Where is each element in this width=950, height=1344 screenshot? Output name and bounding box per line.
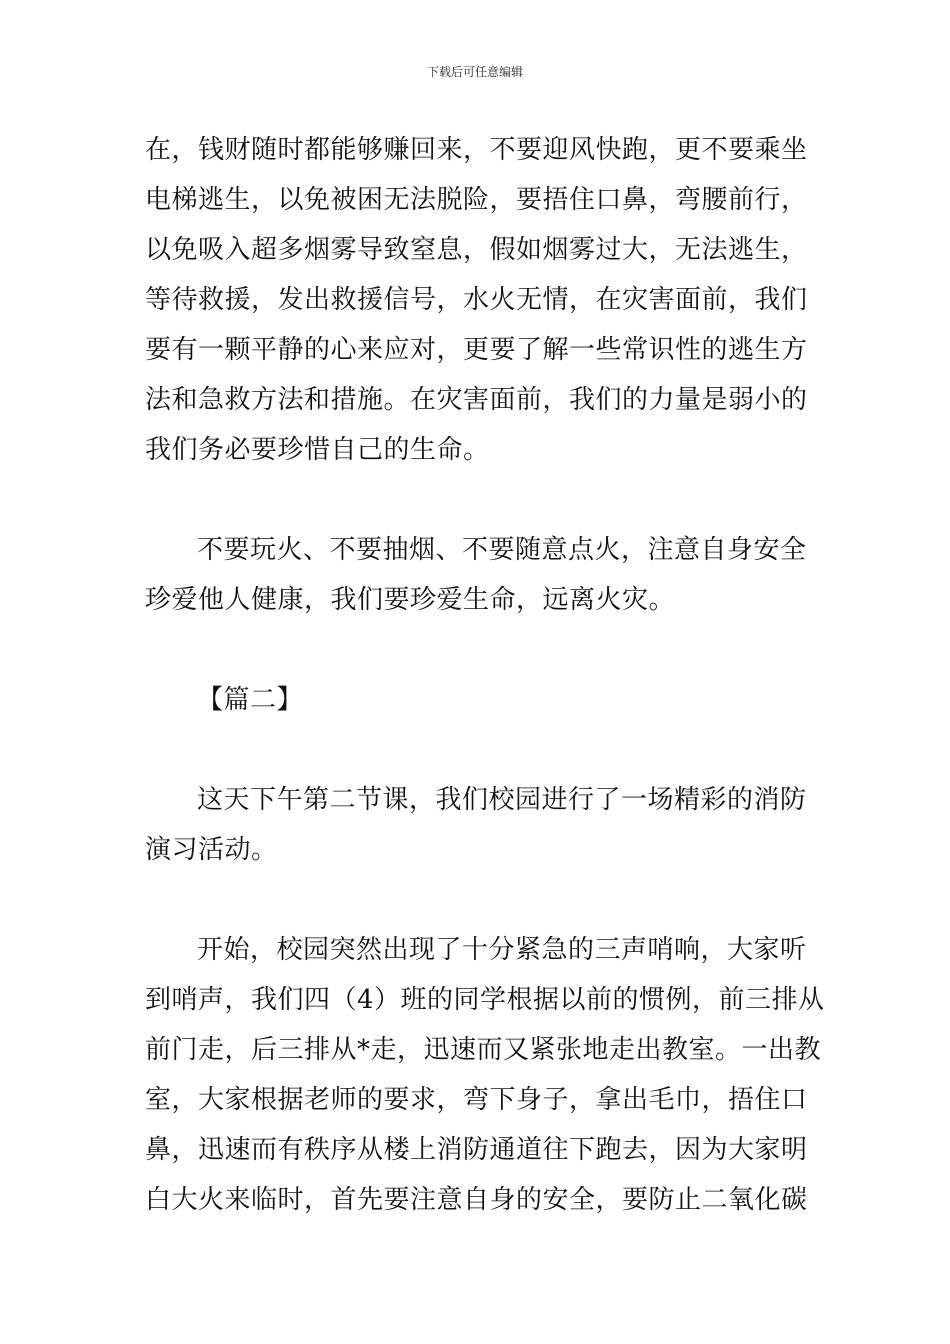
text-line: 白大火来临时，首先要注意自身的安全，要防止二氧化碳	[145, 1185, 808, 1215]
text-line: 以免吸入超多烟雾导致窒息，假如烟雾过大，无法逃生，	[145, 235, 808, 265]
text-line: 不要玩火、不要抽烟、不要随意点火，注意自身安全	[197, 535, 807, 565]
text-line: 开始，校园突然出现了十分紧急的三声哨响，大家听	[197, 935, 807, 965]
text-line: 室，大家根据老师的要求，弯下身子，拿出毛巾，捂住口	[145, 1085, 808, 1115]
paragraph-spacer	[145, 875, 810, 925]
paragraph	[145, 925, 825, 1225]
section-heading-text: 【篇二】	[197, 685, 304, 715]
text-line: 法和急救方法和措施。在灾害面前，我们的力量是弱小的	[145, 385, 808, 415]
text-line: 演习活动。	[145, 835, 278, 865]
page-header: 下载后可任意编辑	[426, 65, 523, 79]
paragraph	[145, 775, 810, 875]
document-body	[145, 125, 825, 1225]
text-line: 电梯逃生，以免被困无法脱险，要捂住口鼻，弯腰前行，	[145, 185, 808, 215]
text-line: 前门走，后三排从*走，迅速而又紧张地走出教室。一出教	[145, 1035, 822, 1065]
paragraph	[145, 125, 810, 475]
paragraph-spacer	[145, 725, 810, 775]
text-line: 要有一颗平静的心来应对，更要了解一些常识性的逃生方	[145, 335, 808, 365]
text-line: 我们务必要珍惜自己的生命。	[145, 435, 490, 465]
section-heading	[145, 675, 810, 725]
paragraph-spacer	[145, 475, 810, 525]
text-line: 珍爱他人健康，我们要珍爱生命，远离火灾。	[145, 585, 676, 615]
text-line: 到哨声，我们四（4）班的同学根据以前的惯例，前三排从	[145, 985, 825, 1015]
text-line: 这天下午第二节课，我们校园进行了一场精彩的消防	[197, 785, 807, 815]
text-line: 鼻，迅速而有秩序从楼上消防通道往下跑去，因为大家明	[145, 1135, 808, 1165]
paragraph	[145, 525, 810, 625]
text-line: 在，钱财随时都能够赚回来，不要迎风快跑，更不要乘坐	[145, 135, 808, 165]
paragraph-spacer	[145, 625, 810, 675]
text-line: 等待救援，发出救援信号，水火无情，在灾害面前，我们	[145, 285, 808, 315]
